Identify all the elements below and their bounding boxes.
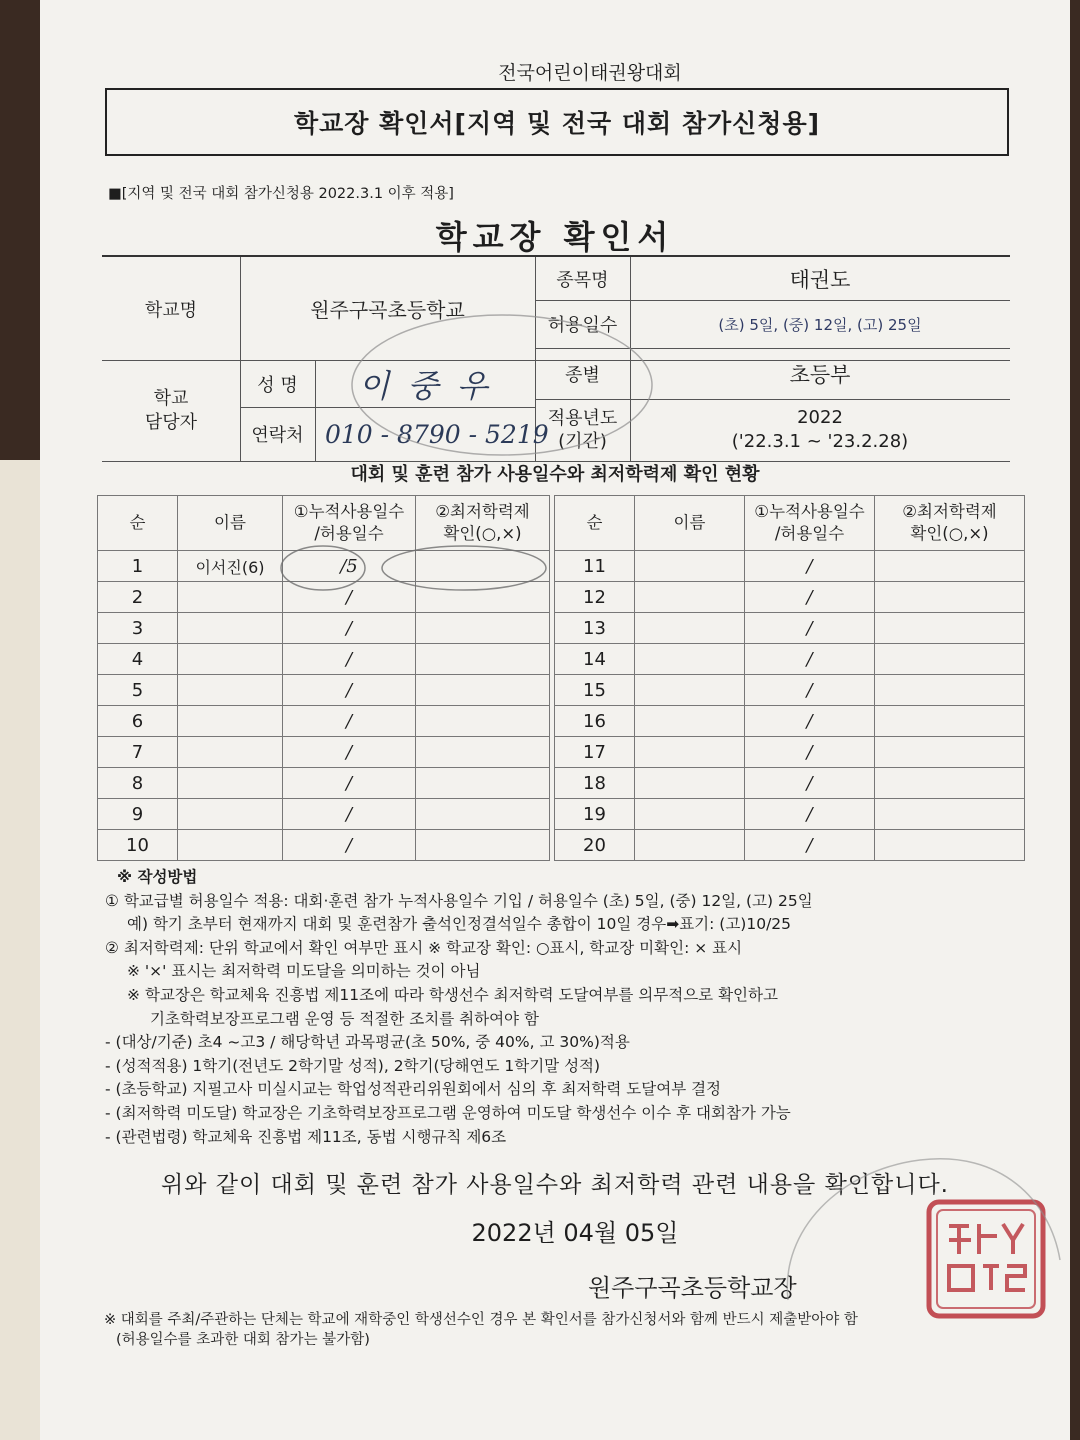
form-title: 학교장 확인서[지역 및 전국 대회 참가신청용] bbox=[293, 109, 821, 138]
col-days-line2: /허용일수 bbox=[314, 524, 384, 543]
cell-days: / bbox=[745, 551, 875, 582]
issue-date: 2022년 04월 05일 bbox=[471, 1219, 679, 1247]
cell-days: / bbox=[745, 737, 875, 768]
principal-title: 원주구곡초등학교장 bbox=[588, 1274, 797, 1302]
instruction-line: - (초등학교) 지필고사 미실시교는 학업성적관리위원회에서 심의 후 최저학력 도달여부 결정 bbox=[105, 1080, 722, 1099]
cell-no: 11 bbox=[555, 551, 635, 582]
cell-no: 4 bbox=[98, 644, 178, 675]
instruction-line: - (대상/기준) 초4 ~고3 / 해당학년 과목평균(초 50%, 중 40%, 고 30%)적용 bbox=[105, 1033, 630, 1052]
allowed-label: 허용일수 bbox=[547, 315, 618, 336]
col-check-line1: ②최저학력제 bbox=[435, 502, 530, 521]
col-check-line2: 확인(○,×) bbox=[910, 524, 989, 543]
instruction-line: - (성적적용) 1학기(전년도 2학기말 성적), 2학기(당해연도 1학기말 성적) bbox=[105, 1056, 601, 1075]
cell-days: / bbox=[745, 582, 875, 613]
cell-no: 12 bbox=[555, 582, 635, 613]
cell-no: 15 bbox=[555, 675, 635, 706]
contact-label: 연락처 bbox=[251, 425, 304, 446]
footnote-line: ※ 대회를 주최/주관하는 단체는 학교에 재학중인 학생선수인 경우 본 확인서를 참가신청서와 함께 반드시 제출받아야 함 bbox=[104, 1312, 858, 1328]
footnote-line: (허용일수를 초과한 대회 참가는 불가함) bbox=[116, 1332, 370, 1348]
instruction-heading: ※ 작성방법 bbox=[117, 868, 198, 886]
manager-label-line1: 학교 bbox=[153, 387, 189, 409]
cell-no: 2 bbox=[98, 582, 178, 613]
col-name-header: 이름 bbox=[178, 496, 283, 551]
school-value: 원주구곡초등학교 bbox=[310, 298, 465, 322]
instruction-line: ② 최저학력제: 단위 학교에서 확인 여부만 표시 ※ 학교장 확인: ○표시, 학교장 미확인: × 표시 bbox=[105, 938, 743, 957]
cell-days: / bbox=[283, 613, 416, 644]
col-check-line1: ②최저학력제 bbox=[902, 502, 997, 521]
cell-no: 10 bbox=[98, 830, 178, 861]
cell-name: 이서진(6) bbox=[178, 551, 283, 582]
cell-days: / bbox=[745, 675, 875, 706]
event-name: 전국어린이태권왕대회 bbox=[498, 62, 682, 84]
cell-no: 5 bbox=[98, 675, 178, 706]
year-label-line2: (기간) bbox=[558, 431, 607, 452]
cell-days: / bbox=[283, 675, 416, 706]
year-value-line2: ('22.3.1 ~ '23.2.28) bbox=[731, 431, 909, 452]
cell-no: 19 bbox=[555, 799, 635, 830]
doc-title: 학교장 확인서 bbox=[435, 218, 675, 256]
cell-days: / bbox=[283, 737, 416, 768]
sport-label: 종목명 bbox=[556, 269, 609, 291]
cell-no: 20 bbox=[555, 830, 635, 861]
cell-days: / bbox=[283, 644, 416, 675]
cell-days: / bbox=[283, 706, 416, 737]
cell-no: 1 bbox=[98, 551, 178, 582]
col-name-header: 이름 bbox=[635, 496, 745, 551]
cell-no: 17 bbox=[555, 737, 635, 768]
cell-no: 3 bbox=[98, 613, 178, 644]
cell-days: / bbox=[745, 644, 875, 675]
confirm-statement: 위와 같이 대회 및 훈련 참가 사용일수와 최저학력 관련 내용을 확인합니다. bbox=[161, 1172, 949, 1198]
instruction-line: ① 학교급별 허용일수 적용: 대회·훈련 참가 누적사용일수 기입 / 허용일수 (초) 5일, (중) 12일, (고) 25일 bbox=[105, 891, 813, 910]
background-paper-strip bbox=[0, 460, 44, 1440]
cell-no: 14 bbox=[555, 644, 635, 675]
col-check-line2: 확인(○,×) bbox=[443, 524, 522, 543]
cell-days: / bbox=[745, 799, 875, 830]
division-value: 초등부 bbox=[789, 362, 851, 387]
table-section-title: 대회 및 훈련 참가 사용일수와 최저학력제 확인 현황 bbox=[350, 464, 760, 485]
col-no-header: 순 bbox=[555, 496, 635, 551]
division-label: 종별 bbox=[565, 364, 600, 386]
col-days-line2: /허용일수 bbox=[774, 524, 845, 543]
sport-value: 태권도 bbox=[789, 267, 851, 292]
cell-days: / bbox=[283, 768, 416, 799]
cell-days: / bbox=[745, 830, 875, 861]
year-label-line1: 적용년도 bbox=[547, 408, 618, 429]
form-note: ■[지역 및 전국 대회 참가신청용 2022.3.1 이후 적용] bbox=[108, 186, 454, 202]
cell-days: / bbox=[283, 799, 416, 830]
school-label: 학교명 bbox=[144, 299, 198, 321]
cell-no: 18 bbox=[555, 768, 635, 799]
col-days-line1: ①누적사용일수 bbox=[293, 502, 405, 521]
contact-value: 010 - 8790 - 5219 bbox=[325, 419, 549, 449]
cell-no: 16 bbox=[555, 706, 635, 737]
cell-no: 8 bbox=[98, 768, 178, 799]
name-value: 이 중 우 bbox=[358, 366, 492, 405]
cell-no: 9 bbox=[98, 799, 178, 830]
cell-no: 6 bbox=[98, 706, 178, 737]
cell-days: / bbox=[283, 582, 416, 613]
name-label: 성 명 bbox=[257, 374, 298, 396]
instruction-line: ※ '×' 표시는 최저학력 미도달을 의미하는 것이 아님 bbox=[127, 962, 481, 981]
instruction-line: 예) 학기 초부터 현재까지 대회 및 훈련참가 출석인정결석일수 총합이 10일 경우➡표기: (고)10/25 bbox=[127, 915, 792, 934]
cell-days: / bbox=[745, 768, 875, 799]
cell-days: / bbox=[745, 706, 875, 737]
allowed-value: (초) 5일, (중) 12일, (고) 25일 bbox=[718, 315, 922, 334]
cell-no: 7 bbox=[98, 737, 178, 768]
instruction-line: 기초학력보장프로그램 운영 등 적절한 조치를 취하여야 함 bbox=[150, 1009, 539, 1028]
cell-no: 13 bbox=[555, 613, 635, 644]
year-value-line1: 2022 bbox=[797, 407, 843, 428]
col-days-line1: ①누적사용일수 bbox=[754, 502, 865, 521]
cell-days: / bbox=[283, 830, 416, 861]
cell-days: /5 bbox=[283, 551, 416, 582]
manager-label-line2: 담당자 bbox=[144, 411, 198, 433]
document-page bbox=[40, 0, 1070, 1440]
cell-days: / bbox=[745, 613, 875, 644]
instruction-line: ※ 학교장은 학교체육 진흥법 제11조에 따라 학생선수 최저학력 도달여부를 의무적으로 확인하고 bbox=[127, 985, 778, 1004]
instruction-line: - (관련법령) 학교체육 진흥법 제11조, 동법 시행규칙 제6조 bbox=[105, 1127, 507, 1146]
instruction-line: - (최저학력 미도달) 학교장은 기초학력보장프로그램 운영하여 미도달 학생선수 이수 후 대회참가 가능 bbox=[105, 1103, 791, 1122]
pencil-annotations bbox=[40, 0, 1070, 1440]
col-no-header: 순 bbox=[98, 496, 178, 551]
